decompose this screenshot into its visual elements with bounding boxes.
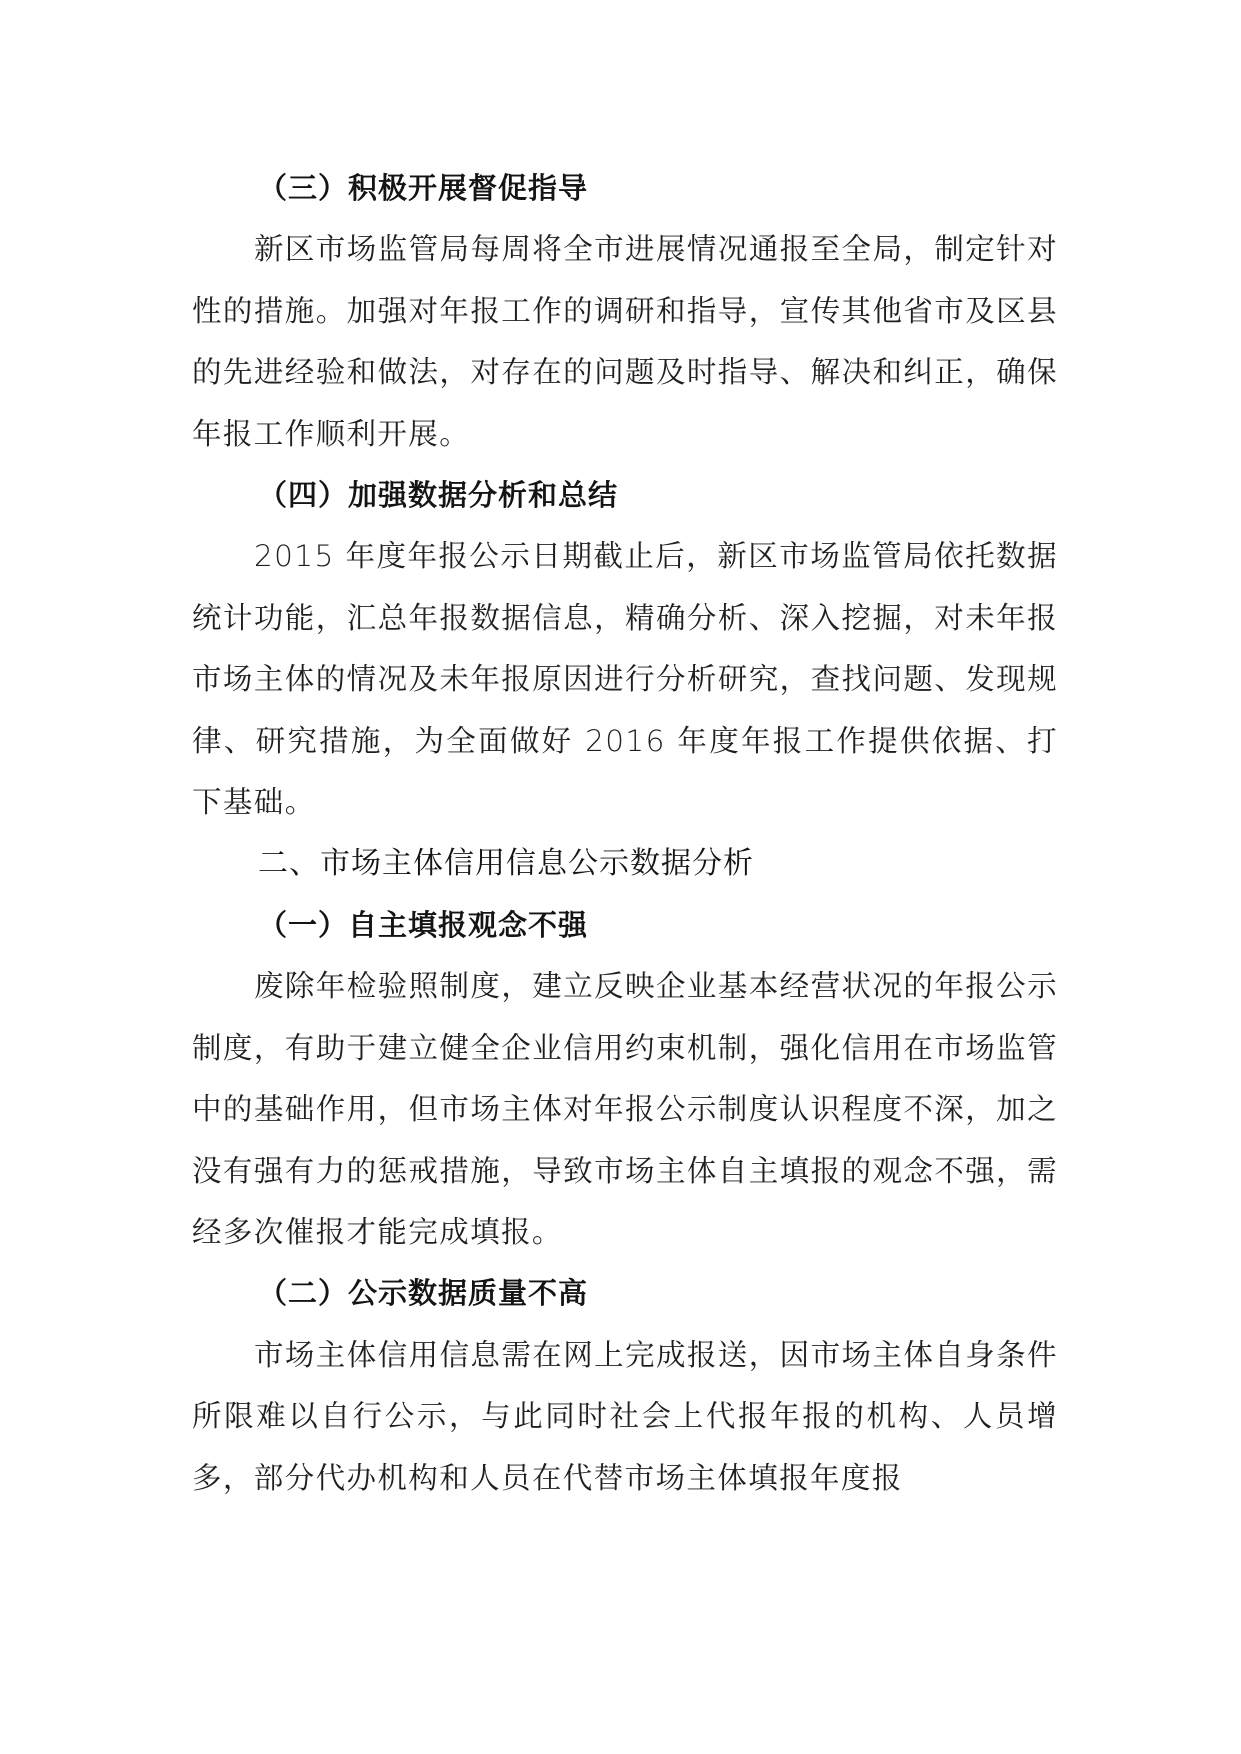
document-body	[192, 158, 1058, 1509]
paragraph-self-reporting: 废除年检验照制度，建立反映企业基本经营状况的年报公示制度，有助于建立健全企业信用约束机制，强化信用在市场监管中的基础作用，但市场主体对年报公示制度认识程度不深，加之没有强有力的惩戒措施，导致市场主体自主填报的观念不强，需经多次催报才能完成填报。	[192, 969, 1058, 1249]
section-heading-2: （二）公示数据质量不高	[258, 1276, 589, 1311]
section-heading-4: （四）加强数据分析和总结	[258, 478, 619, 513]
part-heading-2: 二、市场主体信用信息公示数据分析	[258, 846, 754, 882]
paragraph-supervision: 新区市场监管局每周将全市进展情况通报至全局，制定针对性的措施。加强对年报工作的调研和指导，宣传其他省市及区县的先进经验和做法，对存在的问题及时指导、解决和纠正，确保年报工作顺利开展。	[192, 232, 1058, 451]
section-heading-3: （三）积极开展督促指导	[258, 171, 589, 205]
paragraph-data-analysis: 2015 年度年报公示日期截止后，新区市场监管局依托数据统计功能，汇总年报数据信息，精确分析、深入挖掘，对未年报市场主体的情况及未年报原因进行分析研究，查找问题、发现规律、研究措施，为全面做好 2016 年度年报工作提供依据、打下基础。	[192, 539, 1058, 820]
paragraph-data-quality: 市场主体信用信息需在网上完成报送，因市场主体自身条件所限难以自行公示，与此同时社会上代报年报的机构、人员增多，部分代办机构和人员在代替市场主体填报年度报	[192, 1337, 1058, 1495]
section-heading-1: （一）自主填报观念不强	[258, 907, 589, 942]
